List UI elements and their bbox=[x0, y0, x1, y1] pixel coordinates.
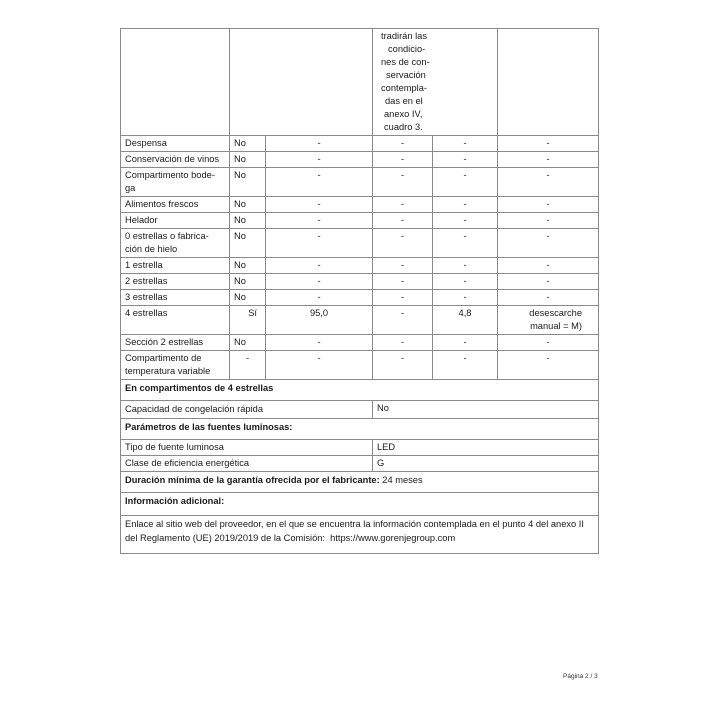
fragment-cell-1 bbox=[121, 29, 230, 136]
light-type-value: LED bbox=[373, 440, 599, 456]
compartment-value: - bbox=[433, 351, 498, 380]
table-row bbox=[121, 351, 599, 380]
compartment-value: - bbox=[433, 152, 498, 168]
compartment-value: - bbox=[373, 274, 433, 290]
compartment-table bbox=[120, 28, 599, 554]
compartment-name: Alimentos frescos bbox=[121, 197, 230, 213]
compartment-name: 0 estrellas o fabrica- ción de hielo bbox=[121, 229, 230, 258]
fragment-line: nes de con- bbox=[381, 57, 430, 67]
compartment-value: - bbox=[433, 290, 498, 306]
compartment-value: - bbox=[498, 258, 599, 274]
additional-text-row bbox=[121, 516, 599, 554]
compartment-present: No bbox=[230, 197, 266, 213]
compartment-value: - bbox=[266, 168, 373, 197]
compartment-value: - bbox=[433, 274, 498, 290]
compartment-name: 2 estrellas bbox=[121, 274, 230, 290]
table-row bbox=[121, 306, 599, 335]
table-row bbox=[121, 335, 599, 351]
supplier-link[interactable]: https://www.gorenjegroup.com bbox=[330, 532, 456, 543]
warranty-value: 24 meses bbox=[382, 475, 423, 485]
compartment-value: - bbox=[373, 136, 433, 152]
additional-text-cell bbox=[121, 516, 599, 554]
compartment-value: - bbox=[266, 229, 373, 258]
compartment-value: - bbox=[433, 213, 498, 229]
compartment-name: Compartimento de temperatura variable bbox=[121, 351, 230, 380]
compartment-name: 4 estrellas bbox=[121, 306, 230, 335]
light-heading: Parámetros de las fuentes luminosas: bbox=[121, 419, 599, 440]
compartment-present: No bbox=[230, 168, 266, 197]
compartment-value: - bbox=[373, 258, 433, 274]
compartment-value: - bbox=[498, 335, 599, 351]
compartment-value: - bbox=[266, 290, 373, 306]
additional-heading: Información adicional: bbox=[121, 493, 599, 516]
fragment-text-cell bbox=[373, 29, 498, 136]
fragment-line: das en el bbox=[385, 96, 423, 106]
fragment-cell-2 bbox=[230, 29, 373, 136]
warranty-label: Duración mínima de la garantía ofrecida por el fabricante: bbox=[125, 475, 380, 485]
compartment-value: - bbox=[433, 229, 498, 258]
compartment-value: - bbox=[433, 168, 498, 197]
fragment-line: tradirán las bbox=[381, 31, 427, 41]
light-type-label: Tipo de fuente luminosa bbox=[121, 440, 373, 456]
compartment-name: 1 estrella bbox=[121, 258, 230, 274]
compartment-value: - bbox=[266, 258, 373, 274]
compartment-value: - bbox=[498, 168, 599, 197]
compartment-value: - bbox=[498, 290, 599, 306]
compartment-value: - bbox=[498, 136, 599, 152]
fragment-line: contempla- bbox=[381, 83, 427, 93]
compartment-present: No bbox=[230, 274, 266, 290]
table-row bbox=[121, 136, 599, 152]
table-row bbox=[121, 258, 599, 274]
table-row bbox=[121, 290, 599, 306]
fast-freeze-label: Capacidad de congelación rápida bbox=[121, 401, 373, 419]
compartment-value: - bbox=[266, 274, 373, 290]
compartment-present: No bbox=[230, 213, 266, 229]
compartment-value: - bbox=[373, 290, 433, 306]
compartment-value: - bbox=[266, 335, 373, 351]
light-class-value: G bbox=[373, 456, 599, 472]
compartment-value: - bbox=[373, 213, 433, 229]
compartment-value: - bbox=[373, 197, 433, 213]
compartment-value: - bbox=[498, 229, 599, 258]
compartment-name: Sección 2 estrellas bbox=[121, 335, 230, 351]
compartment-value: - bbox=[266, 197, 373, 213]
compartment-name: Helador bbox=[121, 213, 230, 229]
compartment-value: 95,0 bbox=[266, 306, 373, 335]
compartment-value: - bbox=[498, 213, 599, 229]
compartment-present: No bbox=[230, 136, 266, 152]
compartment-present: No bbox=[230, 152, 266, 168]
table-row bbox=[121, 168, 599, 197]
fast-freeze-row bbox=[121, 401, 599, 419]
compartment-name: 3 estrellas bbox=[121, 290, 230, 306]
warranty-row bbox=[121, 472, 599, 493]
compartment-value: - bbox=[373, 229, 433, 258]
table-row bbox=[121, 213, 599, 229]
compartment-value: - bbox=[373, 168, 433, 197]
compartment-value: - bbox=[498, 197, 599, 213]
compartment-value: - bbox=[433, 136, 498, 152]
compartment-value: - bbox=[266, 213, 373, 229]
compartment-name: Conservación de vinos bbox=[121, 152, 230, 168]
warranty-cell bbox=[121, 472, 599, 493]
table-row bbox=[121, 229, 599, 258]
four-star-heading: En compartimentos de 4 estrellas bbox=[121, 380, 599, 401]
compartment-value: - bbox=[498, 274, 599, 290]
fragment-line: anexo IV, bbox=[384, 109, 423, 119]
compartment-name: Compartimento bode- ga bbox=[121, 168, 230, 197]
table-row bbox=[121, 197, 599, 213]
compartment-value: - bbox=[433, 335, 498, 351]
table-row bbox=[121, 152, 599, 168]
compartment-value: - bbox=[433, 258, 498, 274]
light-type-row bbox=[121, 440, 599, 456]
compartment-value: - bbox=[266, 152, 373, 168]
compartment-name: Despensa bbox=[121, 136, 230, 152]
compartment-value: - bbox=[433, 197, 498, 213]
additional-text: Enlace al sitio web del proveedor, en el que se encuentra la información contemplada en el punto 4 del anexo II del Reglamento (UE) 2019/2019 de la Comisión: bbox=[125, 519, 584, 543]
page-number: Página 2 / 3 bbox=[563, 673, 598, 680]
compartment-value: - bbox=[373, 351, 433, 380]
fragment-line: cuadro 3. bbox=[384, 122, 423, 132]
compartment-value: - bbox=[373, 335, 433, 351]
compartment-present: Sí bbox=[230, 306, 266, 335]
fragment-cell-4 bbox=[498, 29, 599, 136]
light-class-label: Clase de eficiencia energética bbox=[121, 456, 373, 472]
fast-freeze-value: No bbox=[373, 401, 599, 419]
compartment-value: - bbox=[373, 306, 433, 335]
compartment-present: No bbox=[230, 335, 266, 351]
light-class-row bbox=[121, 456, 599, 472]
additional-heading-row bbox=[121, 493, 599, 516]
compartment-present: No bbox=[230, 229, 266, 258]
four-star-heading-row bbox=[121, 380, 599, 401]
table-row bbox=[121, 274, 599, 290]
compartment-value: - bbox=[266, 136, 373, 152]
fragment-line: condicio- bbox=[388, 44, 426, 54]
top-fragment-row bbox=[121, 29, 599, 136]
compartment-value: - bbox=[498, 351, 599, 380]
compartment-present: No bbox=[230, 258, 266, 274]
light-heading-row bbox=[121, 419, 599, 440]
compartment-value: - bbox=[266, 351, 373, 380]
compartment-value: - bbox=[373, 152, 433, 168]
document-page bbox=[120, 28, 598, 554]
compartment-present: No bbox=[230, 290, 266, 306]
compartment-value: 4,8 bbox=[433, 306, 498, 335]
compartment-value: desescarche manual = M) bbox=[498, 306, 599, 335]
compartment-value: - bbox=[498, 152, 599, 168]
fragment-line: servación bbox=[386, 70, 426, 80]
compartment-present: - bbox=[230, 351, 266, 380]
